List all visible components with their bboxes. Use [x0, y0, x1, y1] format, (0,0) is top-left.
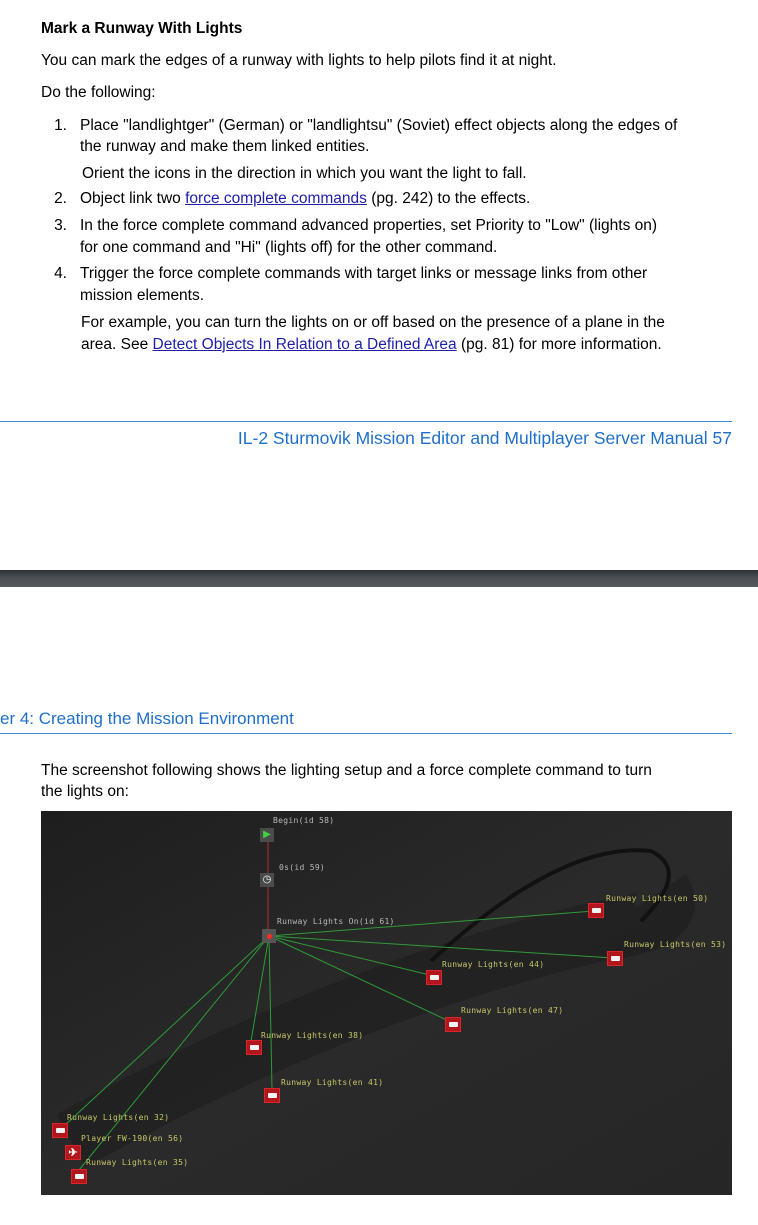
- timer-label: 0s(id 59): [279, 863, 326, 872]
- step-1-line-1: Place "landlightger" (German) or "landlightsu" (Soviet) effect objects along the edges of: [80, 117, 678, 134]
- step-4-note-line-1: For example, you can turn the lights on or off based on the presence of a plane in the: [81, 314, 665, 331]
- step-4-line-2: mission elements.: [80, 287, 205, 304]
- runway-light-label: Runway Lights(en 41): [281, 1078, 384, 1087]
- runway-light-label: Runway Lights(en 38): [261, 1031, 364, 1040]
- begin-label: Begin(id 58): [273, 816, 335, 825]
- step-3-line-1: In the force complete command advanced properties, set Priority to "Low" (lights on): [80, 217, 658, 234]
- runway-light-icon[interactable]: [246, 1040, 262, 1055]
- page-footer: IL-2 Sturmovik Mission Editor and Multiplayer Server Manual 57: [237, 428, 732, 448]
- force-complete-commands-link[interactable]: force complete commands: [185, 190, 367, 207]
- runway-light-label: Runway Lights(en 44): [442, 960, 545, 969]
- begin-trigger-icon[interactable]: ▶: [260, 828, 274, 842]
- mission-editor-screenshot: [41, 811, 732, 1195]
- step-number: 1.: [54, 117, 67, 134]
- caption-line-2: the lights on:: [41, 783, 129, 800]
- runway-light-icon[interactable]: [426, 970, 442, 985]
- runway-light-icon[interactable]: [52, 1123, 68, 1138]
- runway-light-label: Runway Lights(en 47): [461, 1006, 564, 1015]
- step-1-line-2: the runway and make them linked entities.: [80, 138, 370, 155]
- runway-light-icon[interactable]: [264, 1088, 280, 1103]
- chapter-header: er 4: Creating the Mission Environment: [0, 709, 294, 728]
- step-1-note: Orient the icons in the direction in which you want the light to fall.: [82, 165, 527, 182]
- footer-rule: [0, 421, 732, 422]
- note-post: (pg. 81) for more information.: [456, 336, 662, 353]
- runway-light-label: Runway Lights(en 50): [606, 894, 709, 903]
- note-pre: area. See: [81, 336, 153, 353]
- runway-light-label: Runway Lights(en 53): [624, 940, 727, 949]
- chapter-rule: [0, 733, 732, 734]
- step-2-pre: Object link two: [80, 190, 186, 207]
- runway-light-icon[interactable]: [71, 1169, 87, 1184]
- caption-line-1: The screenshot following shows the lighting setup and a force complete command to turn: [41, 762, 652, 779]
- step-number: 3.: [54, 217, 67, 234]
- runway-light-label: Runway Lights(en 35): [86, 1158, 189, 1167]
- step-number: 4.: [54, 265, 67, 282]
- runway-light-icon[interactable]: [588, 903, 604, 918]
- timer-icon[interactable]: ◷: [260, 873, 274, 887]
- player-label: Player FW-190(en 56): [81, 1134, 184, 1143]
- force-complete-label: Runway Lights On(id 61): [277, 917, 395, 926]
- step-3-line-2: for one command and "Hi" (lights off) for the other command.: [80, 239, 498, 256]
- step-2-post: (pg. 242) to the effects.: [366, 190, 531, 207]
- page-separator: [0, 570, 758, 587]
- do-following-text: Do the following:: [41, 84, 156, 101]
- intro-paragraph: You can mark the edges of a runway with lights to help pilots find it at night.: [41, 52, 557, 69]
- runway-light-icon[interactable]: [607, 951, 623, 966]
- step-2-text: [80, 189, 530, 209]
- force-complete-icon[interactable]: [262, 929, 276, 943]
- step-4-note-line-2: [81, 335, 662, 355]
- player-plane-icon[interactable]: ✈: [65, 1145, 81, 1160]
- step-number: 2.: [54, 190, 67, 207]
- runway-light-label: Runway Lights(en 32): [67, 1113, 170, 1122]
- runway-light-icon[interactable]: [445, 1017, 461, 1032]
- step-4-line-1: Trigger the force complete commands with target links or message links from other: [80, 265, 648, 282]
- section-heading: Mark a Runway With Lights: [41, 20, 243, 37]
- detect-objects-link[interactable]: Detect Objects In Relation to a Defined Area: [152, 336, 457, 353]
